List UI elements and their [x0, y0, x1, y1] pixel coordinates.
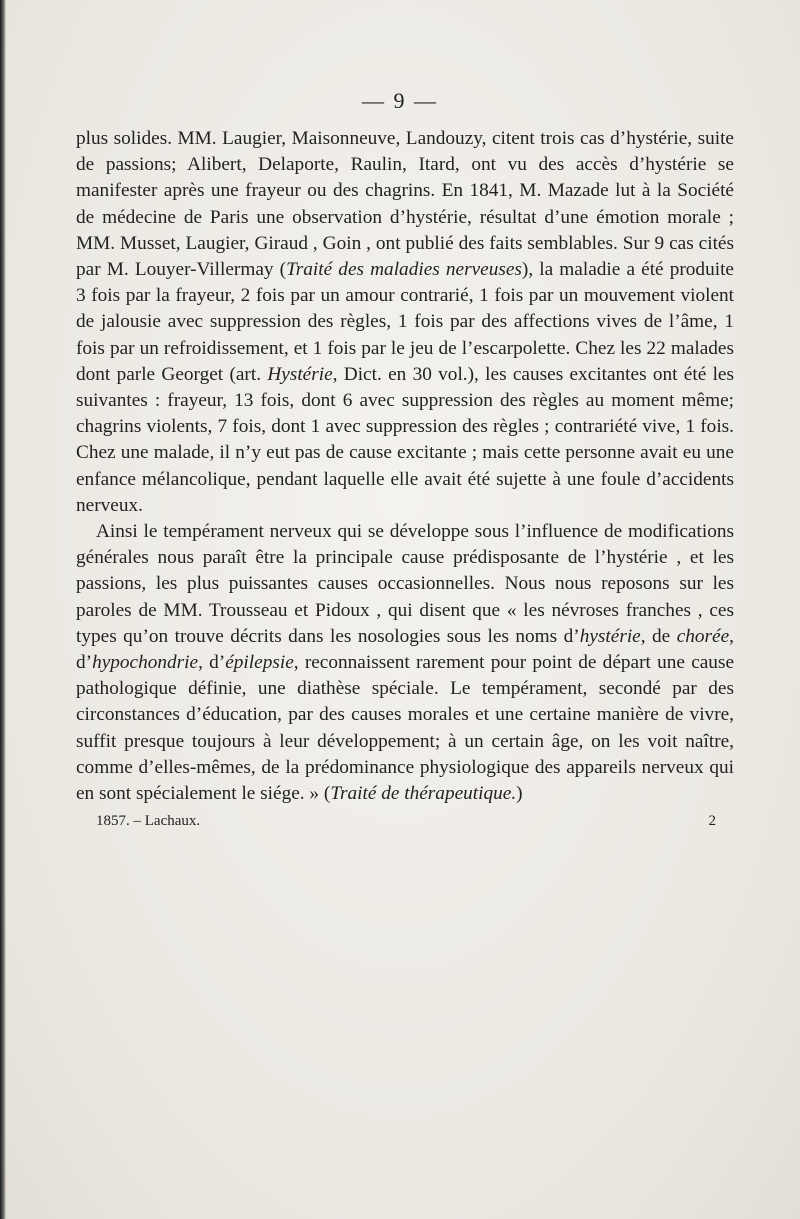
sheet-number: 2 — [708, 813, 716, 829]
italic-text: Traité de thérapeutique. — [330, 783, 517, 805]
italic-text: chorée — [676, 625, 730, 647]
printer-signature: 1857. – Lachaux. — [96, 813, 201, 829]
text-run: ) — [516, 783, 523, 805]
text-run: , reconnaissent rarement pour point de départ une cause pathologique définie, une diathèse spéciale. Le tempérament, secondé par des circonstances d’éducation, par des causes morales et une certaine manière de vivre, suffit presque toujours à leur développement; à un certain âge, on les voit naître, comme d’elles-mêmes, de la prédominance physiologique des appareils nerveux qui en sont spécialement le siége. » ( — [76, 652, 735, 805]
italic-text: hypochondrie — [92, 652, 199, 674]
italic-text: épilepsie — [225, 652, 294, 674]
text-run: Ainsi le tempérament nerveux qui se développe sous l’influence de modifications générales nous paraît être la principale cause prédisposante de l’hystérie , et les passions, les plus puissantes causes occasionnelles. Nous nous reposons sur les paroles de MM. Trousseau et Pidoux , qui disent que « les névroses franches , ces types qu’on trouve décrits dans les nosologies sous les noms d’ — [76, 521, 734, 647]
italic-text: hystérie — [579, 625, 641, 647]
text-run: , d’ — [76, 625, 734, 674]
text-run: ), la maladie a été produite 3 fois par la frayeur, 2 fois par un amour contrarié, 1 fois par un mouvement violent de jalousie avec suppression des règles, 1 fois par des affections vives de l’âme, 1 fois par un refroidissement, et 1 fois par le jeu de l’escarpolette. Chez les 22 malades dont parle Georget (art. — [76, 259, 734, 385]
text-run: , de — [640, 625, 677, 647]
page-number: — 9 — — [362, 88, 438, 113]
text-run: plus solides. MM. Laugier, Maisonneuve, Landouzy, citent trois cas d’hystérie, suite de passions; Alibert, Delaporte, Raulin, Itard, ont vu des accès d’hystérie se manifester après une frayeur ou des chagrins. En 1841, M. Mazade lut à la Société de médecine de Paris une observation d’hystérie, résultat d’une émotion morale ; MM. Musset, Laugier, Giraud , Goin , ont publié des faits semblables. Sur 9 cas cités par M. Louyer-Villermay ( — [76, 128, 734, 281]
paragraph — [76, 126, 734, 519]
text-run: , d’ — [198, 652, 226, 674]
body-text — [76, 126, 734, 807]
paragraph — [76, 519, 734, 807]
italic-text: Hystérie — [267, 363, 333, 385]
italic-text: Traité des maladies nerveuses — [286, 259, 522, 281]
text-run: , Dict. en 30 vol.), les causes excitantes ont été les suivantes : frayeur, 13 fois, dont 6 avec suppression des règles au moment même; chagrins violents, 7 fois, dont 1 avec suppression des règles ; contrariété vive, 1 fois. Chez une malade, il n’y eut pas de cause excitante ; mais cette personne avait eu une enfance mélancolique, pendant laquelle elle avait été sujette à une foule d’accidents nerveux. — [76, 363, 734, 516]
binding-shadow — [0, 0, 6, 1219]
